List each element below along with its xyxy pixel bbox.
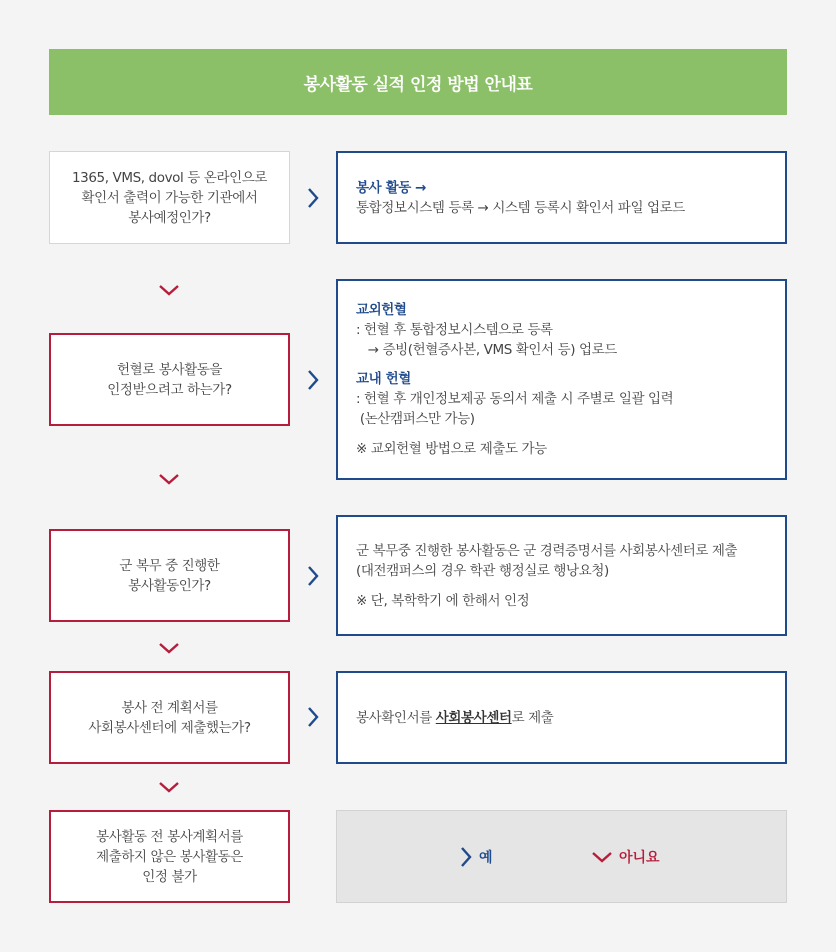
chevron-right-icon <box>306 187 320 209</box>
chevron-down-icon <box>158 641 180 655</box>
question-military-service: 군 복무 중 진행한 봉사활동인가? <box>49 529 290 622</box>
legend-box <box>336 810 787 903</box>
answer-heading: 봉사 활동 → <box>356 179 427 196</box>
result-not-recognized: 봉사활동 전 봉사계획서를 제출하지 않은 봉사활동은 인정 불가 <box>49 810 290 903</box>
chevron-down-icon <box>158 472 180 486</box>
chevron-right-icon <box>306 565 320 587</box>
answer-text: → 증빙(헌혈증사본, VMS 확인서 등) 업로드 <box>356 342 617 358</box>
legend-yes-label: 예 <box>479 849 493 866</box>
answer-online-certificate <box>336 151 787 244</box>
answer-text: (대전캠퍼스의 경우 학관 행정실로 행낭요청) <box>356 562 609 579</box>
chevron-down-icon <box>591 850 613 864</box>
answer-military-service <box>336 515 787 636</box>
chevron-right-icon <box>306 369 320 391</box>
answer-heading-off-campus: 교외헌혈 <box>356 302 407 318</box>
answer-text: 봉사확인서를 <box>356 709 436 726</box>
answer-heading-on-campus: 교내 헌혈 <box>356 371 411 387</box>
legend-no <box>591 847 660 867</box>
page-title: 봉사활동 실적 인정 방법 안내표 <box>49 49 787 115</box>
answer-text: : 헌혈 후 개인정보제공 동의서 제출 시 주별로 일괄 입력 <box>356 391 674 407</box>
answer-text: 통합정보시스템 등록 → 시스템 등록시 확인서 파일 업로드 <box>356 199 685 216</box>
answer-note: ※ 단, 복학학기 에 한해서 인정 <box>356 592 530 609</box>
answer-text: 군 복무중 진행한 봉사활동은 군 경력증명서를 사회봉사센터로 제출 <box>356 542 738 559</box>
chevron-down-icon <box>158 780 180 794</box>
chevron-right-icon <box>306 706 320 728</box>
answer-note: ※ 교외헌혈 방법으로 제출도 가능 <box>356 441 547 457</box>
answer-plan-submitted <box>336 671 787 764</box>
answer-text: : 헌혈 후 통합정보시스템으로 등록 <box>356 322 553 338</box>
answer-blood-donation <box>336 279 787 480</box>
legend-yes <box>459 846 493 868</box>
answer-text: 로 제출 <box>511 709 554 726</box>
social-service-center-link[interactable]: 사회봉사센터 <box>435 709 512 726</box>
chevron-down-icon <box>158 283 180 297</box>
question-blood-donation: 헌혈로 봉사활동을 인정받으려고 하는가? <box>49 333 290 426</box>
question-online-certificate: 1365, VMS, dovol 등 온라인으로 확인서 출력이 가능한 기관에서 봉사예정인가? <box>49 151 290 244</box>
question-plan-submitted: 봉사 전 계획서를 사회봉사센터에 제출했는가? <box>49 671 290 764</box>
answer-text: (논산캠퍼스만 가능) <box>356 411 475 427</box>
chevron-right-icon <box>459 846 473 868</box>
legend-no-label: 아니요 <box>619 849 660 866</box>
